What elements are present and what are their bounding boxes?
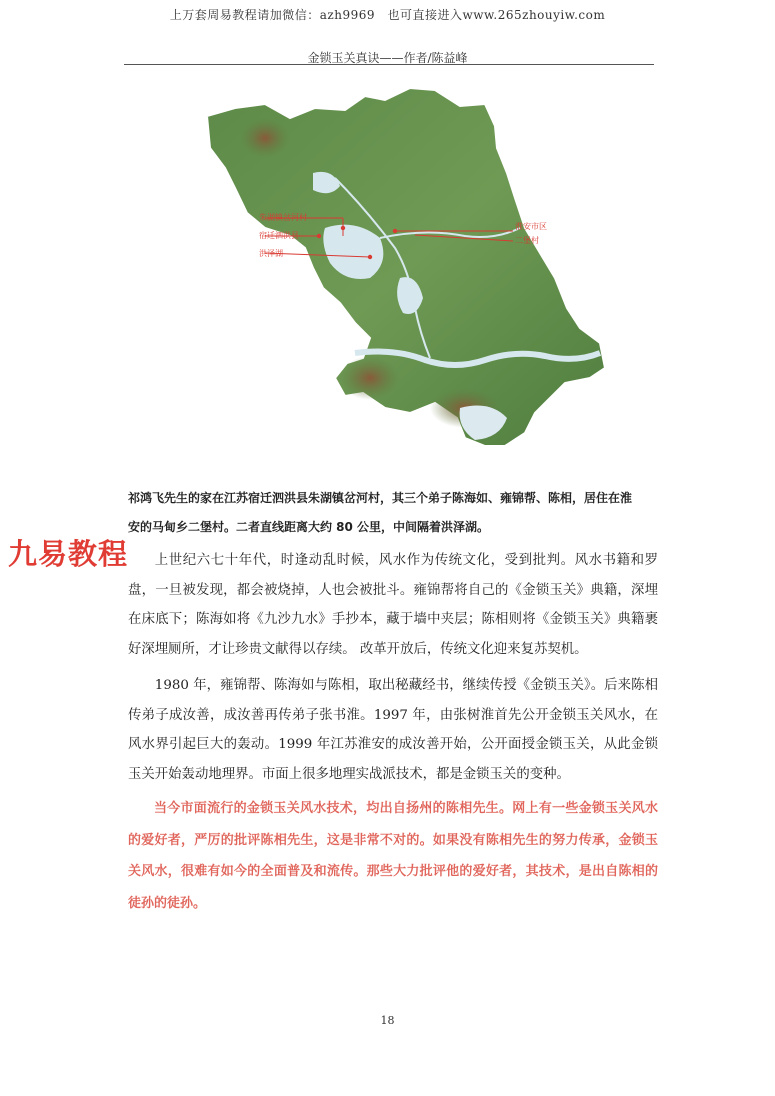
watermark-logo: 九易教程 <box>8 537 129 571</box>
map-caption <box>128 484 658 542</box>
caption-line-2: 安的马甸乡二堡村。二者直线距离大约 80 公里，中间隔着洪泽湖。 <box>128 520 490 534</box>
label-zhuhu-village: 朱湖镇岔河村 <box>259 213 307 222</box>
header-banner: 上万套周易教程请加微信：azh9969 也可直接进入www.265zhouyiw.com <box>169 8 606 22</box>
label-huaian-city: 淮安市区 <box>515 222 547 231</box>
label-hongze-lake: 洪泽湖 <box>259 249 283 258</box>
paragraph-1: 上世纪六七十年代，时逢动乱时候，风水作为传统文化，受到批判。风水书籍和罗盘，一旦被发现，都会被烧掉，人也会被批斗。雍锦帮将自己的《金锁玉关》典籍，深埋在床底下；陈海如将《九沙九水》手抄本，藏于墙中夹层；陈相则将《金锁玉关》典籍裹好深埋厕所，才让珍贵文献得以存续。 改革开放后，传统文化迎来复苏契机。 <box>128 553 658 657</box>
paragraph-2: 1980 年，雍锦帮、陈海如与陈相，取出秘藏经书，继续传授《金锁玉关》。后来陈相传弟子成汝善，成汝善再传弟子张书淮。1997 年，由张树淮首先公开金锁玉关风水，在风水界引起巨大的轰动。1999 年江苏淮安的成汝善开始，公开面授金锁玉关，从此金锁玉关开始轰动地理界。市面上很多地理实战派技术，都是金锁玉关的变种。 <box>128 678 658 782</box>
mountain-shading-sw <box>340 356 400 400</box>
label-erbao-village: 二堡村 <box>515 236 539 245</box>
label-sihong-county: 宿迁泗洪县 <box>259 231 299 240</box>
caption-line-1: 祁鸿飞先生的家在江苏宿迁泗洪县朱湖镇岔河村，其三个弟子陈海如、雍锦帮、陈相，居住在淮 <box>128 491 633 505</box>
page-number: 18 <box>380 1014 395 1027</box>
header-divider <box>124 64 654 65</box>
document-title: 金锁玉关真诀——作者/陈益峰 <box>307 51 468 65</box>
highlight-paragraph: 当今市面流行的金锁玉关风水技术，均出自扬州的陈相先生。网上有一些金锁玉关风水的爱好者，严厉的批评陈相先生，这是非常不对的。如果没有陈相先生的努力传承，金锁玉关风水，很难有如今的全面普及和流传。那些大力批评他的爱好者，其技术，是出自陈相的徒孙的徒孙。 <box>128 801 658 911</box>
mountain-shading-n <box>240 118 290 158</box>
jiangsu-map <box>195 78 610 450</box>
